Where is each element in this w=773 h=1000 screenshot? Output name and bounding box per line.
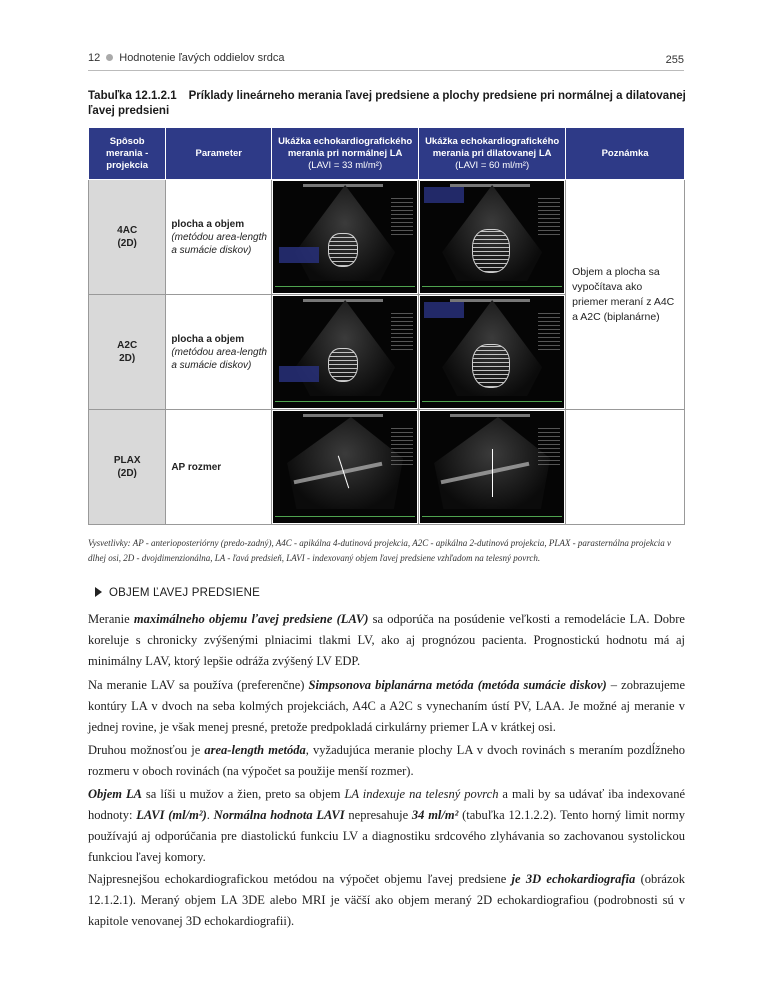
parameter-cell — [166, 180, 272, 295]
header-rule — [88, 70, 684, 71]
header-note: Poznámka — [566, 128, 685, 180]
projection-label: A2C — [117, 340, 138, 351]
table-header-row — [89, 128, 685, 180]
projection-label: PLAX — [113, 455, 141, 466]
table-label: Tabuľka 12.1.2.1 — [88, 90, 177, 102]
echo-image-cell — [272, 180, 419, 295]
projection-cell — [89, 295, 166, 410]
page-number: 255 — [665, 54, 684, 66]
chapter-heading — [88, 52, 285, 64]
header-normal — [272, 128, 419, 180]
projection-mode: (2D) — [117, 468, 137, 479]
chapter-number: 12 — [88, 52, 101, 64]
parameter-label: plocha a objem — [171, 333, 245, 345]
paragraph: Druhou možnosťou je area-length metóda, vyžadujúca meranie plochy LA v dvoch rovinách s meraním pozdĺžneho rozmeru v oboch rovinách (na výpočet sa použije menší rozmer). — [88, 743, 685, 778]
projection-mode: 2D) — [119, 353, 136, 364]
note-cell: Objem a plocha sa vypočítava ako priemer meraní z A4C a A2C (biplanárne) — [566, 180, 685, 410]
paragraph: Objem LA sa líši u mužov a žien, preto sa objem LA indexuje na telesný povrch a mali by sa udávať iba indexované hodnoty: LAVI (ml/m²). Normálna hodnota LAVI nepresahuje 34 ml/m² (tabuľka 12.1.2.2). Tento horný limit normy používajú aj odporúčania pre diastolickú funkciu LV a diagnostiku srdcového zlyhávania so zachovanou systolickou funkciou ľavej komory. — [88, 787, 685, 864]
projection-cell — [89, 410, 166, 525]
paragraph: Na meranie LAV sa používa (preferenčne) Simpsonova biplanárna metóda (metóda sumácie diskov) – zobrazujeme kontúry LA v dvoch na seba kolmých projekciách, A4C a A2C s vynechaním ústí PV, LAA. Je možné aj meranie v jednej rovine, je však menej presné, pretože predpokladá cirkulárny priemer LA v krátkej osi. — [88, 678, 685, 734]
echo-image-a4c-dilated — [420, 181, 564, 293]
header-parameter: Parameter — [166, 128, 272, 180]
header-dilated — [419, 128, 566, 180]
echo-image-cell — [272, 410, 419, 525]
note-cell-empty — [566, 410, 685, 525]
echo-image-a4c-normal — [273, 181, 417, 293]
projection-mode: (2D) — [117, 238, 137, 249]
echo-image-cell — [419, 295, 566, 410]
header-dilated-label: Ukážka echokardiografického merania pri dilatovanej LA — [425, 135, 560, 159]
section-title: OBJEM ĽAVEJ PREDSIENE — [109, 587, 260, 599]
parameter-cell — [166, 410, 272, 525]
echo-image-cell — [419, 410, 566, 525]
measurement-table — [88, 127, 685, 525]
table-title: Príklady lineárneho merania ľavej predsiene a plochy predsiene pri normálnej a dilatovanej ľavej predsieni — [88, 90, 686, 117]
triangle-bullet-icon — [95, 587, 102, 597]
table-row — [89, 410, 685, 525]
echo-image-plax-normal — [273, 411, 417, 523]
paragraph: Najpresnejšou echokardiografickou metódou na výpočet objemu ľavej predsiene je 3D echokardiografia (obrázok 12.1.2.1). Meraný objem LA 3DE alebo MRI je väčší ako objem meraný 2D echokardiografiou (podrobnosti sú v kapitole venovanej 3D echokardiografii). — [88, 872, 685, 928]
parameter-cell — [166, 295, 272, 410]
bullet-dot-icon — [106, 54, 113, 61]
echo-image-cell — [419, 180, 566, 295]
table-row — [89, 180, 685, 295]
echo-image-cell — [272, 295, 419, 410]
header-method: Spôsob merania - projekcia — [89, 128, 166, 180]
chapter-title: Hodnotenie ľavých oddielov srdca — [119, 52, 285, 64]
table-footnote: Vysvetlivky: AP - anterioposteriórny (predo-zadný), A4C - apikálna 4-dutinová projekcia, A2C - apikálna 2-dutinová projekcia, PLAX - parasternálna projekcia v dlhej osi, 2D - dvojdimenzionálna, LA - ľavá predsieň, LAVI - indexovaný objem ľavej predsiene vzhľadom na telesný povrch. — [88, 538, 672, 563]
projection-cell — [89, 180, 166, 295]
table-caption — [88, 89, 688, 119]
paragraph: Meranie maximálneho objemu ľavej predsiene (LAV) sa odporúča na posúdenie veľkosti a remodelácie LA. Dobre koreluje s chronicky zvýšenými plniacimi tlakmi LV, ako aj prognózou pacienta. Prognostickú hodnotu má aj minimálny LAV, ktorý lepšie odráža zvýšený LV EDP. — [88, 612, 685, 668]
header-normal-label: Ukážka echokardiografického merania pri normálnej LA — [278, 135, 413, 159]
header-normal-lavi: (LAVI = 33 ml/m²) — [308, 159, 383, 171]
parameter-method: (metódou area-length a sumácie diskov) — [171, 231, 267, 256]
parameter-label: plocha a objem — [171, 218, 245, 230]
echo-image-a2c-dilated — [420, 296, 564, 408]
parameter-label: AP rozmer — [171, 461, 222, 473]
header-dilated-lavi: (LAVI = 60 ml/m²) — [455, 159, 530, 171]
echo-image-a2c-normal — [273, 296, 417, 408]
parameter-method: (metódou area-length a sumácie diskov) — [171, 346, 267, 371]
projection-label: 4AC — [117, 225, 138, 236]
section-heading — [95, 587, 260, 599]
echo-image-plax-dilated — [420, 411, 564, 523]
running-header — [88, 50, 684, 70]
